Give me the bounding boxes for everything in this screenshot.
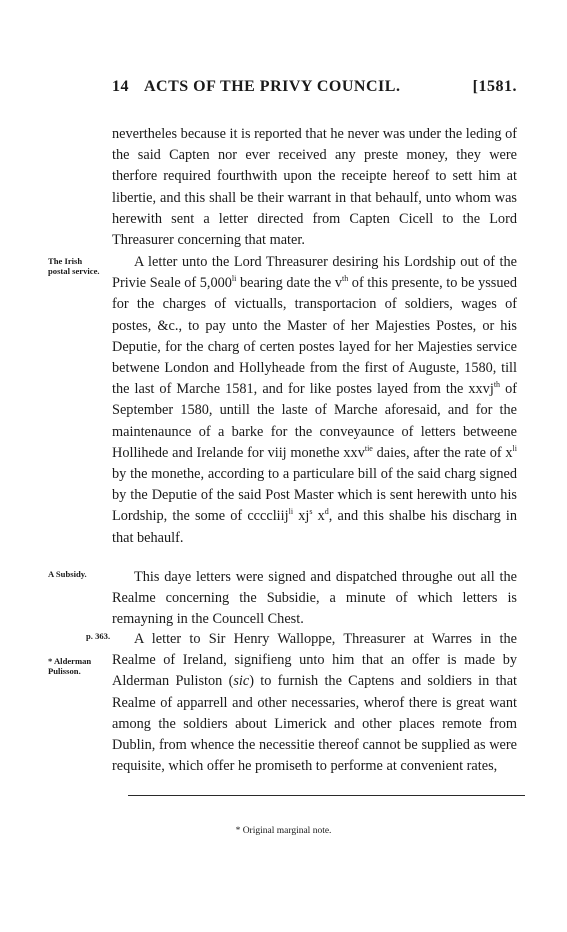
- superscript: li: [231, 274, 237, 284]
- text-run: , and this shalbe his discharg in that behaulf.: [112, 508, 517, 546]
- text-run: A letter unto the Lord Threasurer desiring his Lordship out of the Privie Seale of 5,000: [112, 254, 517, 292]
- text-run: bearing date the v: [236, 275, 342, 292]
- text-run: A letter to Sir Henry Walloppe, Threasurer at Warres in the Realme of Ireland, signifieng unto him that an offer is made by Alderman Puliston (: [112, 631, 517, 690]
- text-run: of this presente, to be yssued for the charges of victualls, transportacion of soldiers, wages of postes, &c., to pay unto the Master of her Majesties Postes, or his Deputie, for the charg of certen postes layed for her Majesties service betwene London and Hollyheade from the first of Auguste, 1580, till the last of Marche 1581, and for like postes layed from the xxvj: [112, 275, 517, 398]
- paragraph-letter-walloppe: [112, 629, 517, 777]
- text-run: xj: [293, 508, 310, 525]
- running-header: [112, 78, 517, 100]
- superscript: d: [324, 507, 329, 517]
- text-run: daies, after the rate of x: [372, 444, 513, 461]
- text-run: by the monethe, according to a particulare bill of the said charg signed by the Deputie of the said Post Master which is sent herewith unto his Lordship, the some of ccccliij: [112, 466, 517, 525]
- margin-note-alderman: [48, 656, 110, 676]
- running-year: [1581.: [472, 78, 517, 95]
- margin-note-line: * Alderman: [48, 656, 92, 666]
- superscript: li: [288, 507, 294, 517]
- superscript: s: [309, 507, 313, 517]
- margin-note-subsidy: A Subsidy.: [48, 569, 87, 579]
- margin-note-line: The Irish: [48, 256, 83, 266]
- page-number: 14: [112, 78, 129, 95]
- margin-note-irish-postal: [48, 256, 110, 276]
- text-run: x: [312, 508, 325, 525]
- footnote: * Original marginal note.: [235, 826, 332, 836]
- superscript: th: [341, 274, 349, 284]
- footnote-divider: [128, 795, 525, 796]
- margin-note-line: Pulisson.: [48, 666, 81, 676]
- paragraph-continuation: nevertheles because it is reported that he never was under the leding of the said Capten nor ever received any preste money, they were therfore required fourthwith upon the receipte hereof to sett him at libertie, and this shall be their warrant in that behaulf, unto whom was herewith sent a letter directed from Capten Cicell to the Lord Threasurer concerning that mater.: [112, 126, 517, 249]
- superscript: li: [512, 444, 517, 454]
- running-title: ACTS OF THE PRIVY COUNCIL.: [144, 78, 401, 95]
- paragraph-subsidy: This daye letters were signed and dispatched throughe out all the Realme concerning the Subsidie, a minute of which letters is remayning in the Councell Chest.: [112, 569, 517, 628]
- margin-note-line: postal service.: [48, 266, 100, 276]
- italic-sic: sic: [233, 673, 250, 690]
- text-run: of September 1580, untill the laste of Marche aforesaid, and for the maintenaunce of a barke for the conveyaunce of letters betweene Hollihede and Irelande for viij monethe xxv: [112, 381, 518, 461]
- text-run: ) to furnish the Captens and soldiers in that Realme of apparrell and other necessaries, wherof there is great want among the soldiers about Limerick and other places remote from Dublin, from whence the necessitie thereof cannot be supplied as were requisite, which offer he promiseth to performe at convenient rates,: [112, 673, 518, 775]
- superscript: th: [493, 380, 501, 390]
- margin-page-reference: p. 363.: [86, 631, 111, 641]
- superscript: tie: [364, 444, 373, 454]
- paragraph-letter-lord-threasurer: [112, 252, 517, 549]
